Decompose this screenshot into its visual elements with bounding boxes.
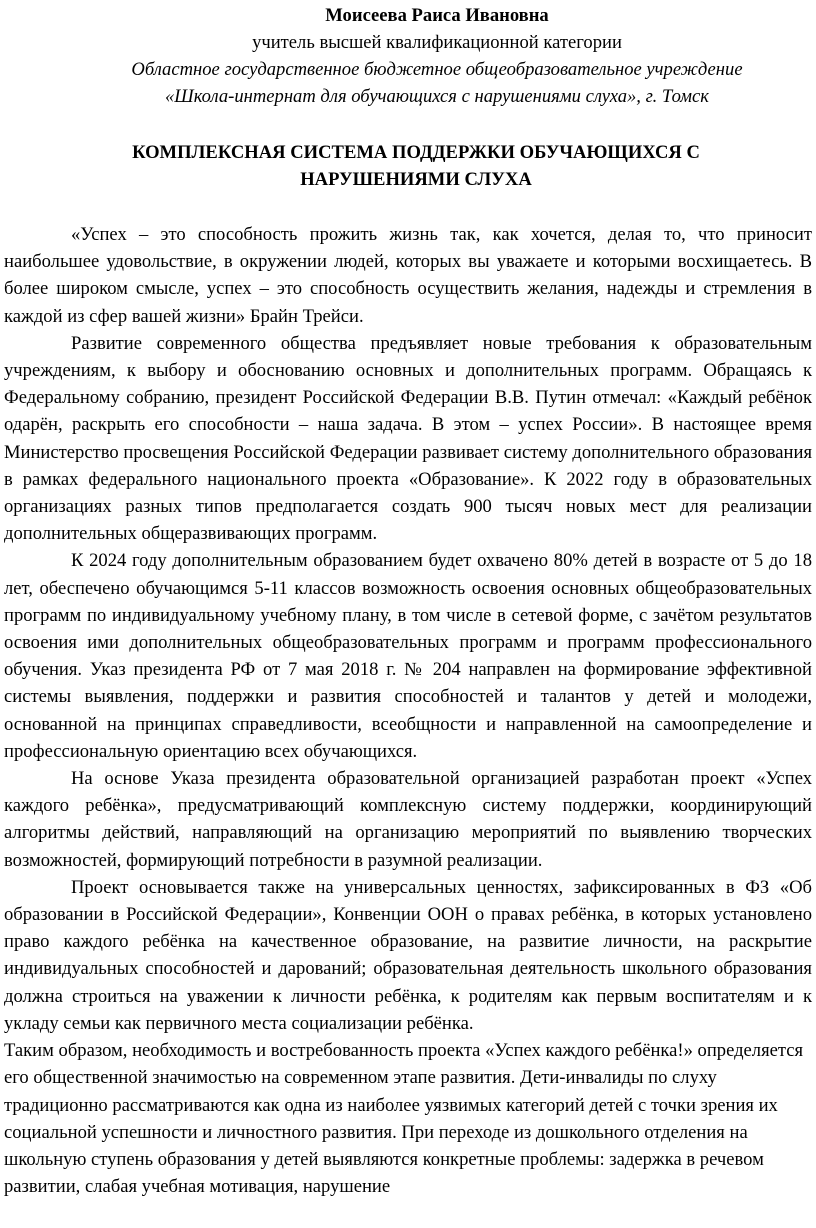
- paragraph-project-basis: На основе Указа президента образовательной организацией разработан проект «Успех каждого ребёнка», предусматривающий комплексную систему поддержки, координирующий алгоритмы действий, направляющий на организацию мероприятий по выявлению творческих возможностей, формирующий потребности в разумной реализации.: [4, 768, 812, 871]
- paragraph-society-development: Развитие современного общества предъявляет новые требования к образовательным учреждениям, к выбору и обоснованию основных и дополнительных программ. Обращаясь к Федеральному собранию, президент Российской Федерации В.В. Путин отмечал: «Каждый ребёнок одарён, раскрыть его способности – наша задача. В этом – успех России». В настоящее время Министерство просвещения Российской Федерации развивает систему дополнительного образования в рамках федерального национального проекта «Образование». К 2022 году в образовательных организациях разных типов предполагается создать 900 тысяч новых мест для реализации дополнительных общеразвивающих программ.: [4, 332, 812, 545]
- institution-line-1: Областное государственное бюджетное общеобразовательное учреждение: [131, 59, 743, 80]
- paragraph-quote: «Успех – это способность прожить жизнь так, как хочется, делая то, что приносит наибольшее удовольствие, в окружении людей, которых вы уважаете и которыми восхищаетесь. В более широком смысле, успех – это способность осуществить желания, надежды и стремления в каждой из сфер вашей жизни» Брайн Трейси.: [4, 224, 812, 327]
- institution-line-2: «Школа-интернат для обучающихся с нарушениями слуха», г. Томск: [165, 86, 709, 107]
- paragraph-universal-values: Проект основывается также на универсальных ценностях, зафиксированных в ФЗ «Об образовании в Российской Федерации», Конвенции ООН о правах ребёнка, в которых установлено право каждого ребёнка на качественное образование, на развитие личности, на раскрытие индивидуальных способностей и дарований; образовательная деятельность школьного образования должна строиться на уважении к личности ребёнка, к родителям как первым воспитателям и к укладу семьи как первичного места социализации ребёнка.: [4, 876, 812, 1034]
- paragraph-conclusion: Таким образом, необходимость и востребованность проекта «Успех каждого ребёнка!» определяется его общественной значимостью на современном этапе развития. Дети-инвалиды по слуху традиционно рассматриваются как одна из наиболее уязвимых категорий детей с точки зрения их социальной успешности и личностного развития. При переходе из дошкольного отделения на школьную ступень образования у детей выявляются конкретные проблемы: задержка в речевом развитии, слабая учебная мотивация, нарушение: [4, 1040, 804, 1198]
- author-role: учитель высшей квалификационной категории: [252, 32, 622, 53]
- paragraph-2024-goals: К 2024 году дополнительным образованием будет охвачено 80% детей в возрасте от 5 до 18 лет, обеспечено обучающимся 5-11 классов возможность освоения основных общеобразовательных программ по индивидуальному учебному плану, в том числе в сетевой форме, с зачётом результатов освоения ими дополнительных общеобразовательных программ и программ профессионального обучения. Указ президента РФ от 7 мая 2018 г. № 204 направлен на формирование эффективной системы выявления, поддержки и развития способностей и талантов у детей и молодежи, основанной на принципах справедливости, всеобщности и направленной на самоопределение и профессиональную ориентацию всех обучающихся.: [4, 550, 812, 762]
- author-name: Моисеева Раиса Ивановна: [325, 5, 549, 26]
- document-title: КОМПЛЕКСНАЯ СИСТЕМА ПОДДЕРЖКИ ОБУЧАЮЩИХСЯ С НАРУШЕНИЯМИ СЛУХА: [132, 142, 700, 190]
